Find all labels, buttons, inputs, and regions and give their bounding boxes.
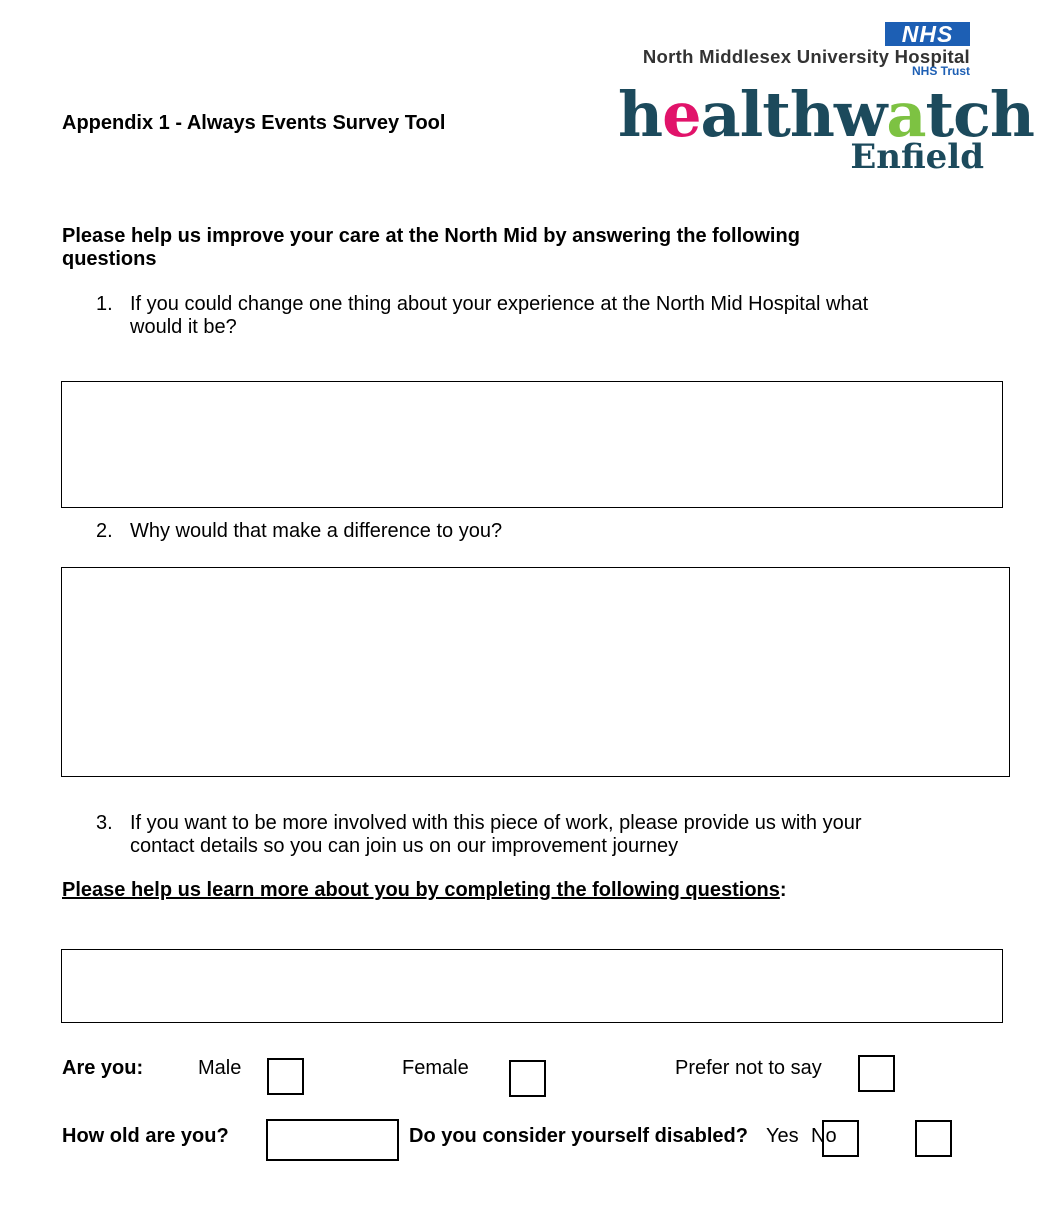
question-1-line-1: If you could change one thing about your experience at the North Mid Hospital what — [130, 293, 869, 315]
male-checkbox[interactable] — [267, 1058, 304, 1095]
age-input-box[interactable] — [266, 1119, 399, 1161]
contact-details-box[interactable] — [61, 949, 1003, 1023]
nhs-logo: NHS — [885, 22, 970, 46]
question-1-line-2: would it be? — [130, 316, 237, 338]
disabled-no-checkbox[interactable] — [915, 1120, 952, 1157]
question-1-number: 1. — [96, 293, 113, 315]
gender-label: Are you: — [62, 1057, 144, 1079]
healthwatch-logo-h: h — [618, 78, 663, 151]
intro-line-1: Please help us improve your care at the North Mid by answering the following — [62, 225, 800, 247]
question-3-line-1: If you want to be more involved with this piece of work, please provide us with your — [130, 812, 862, 834]
healthwatch-logo-e: e — [662, 78, 701, 151]
question-2-line-1: Why would that make a difference to you? — [130, 520, 503, 542]
intro-line-2: questions — [62, 248, 157, 270]
answer-2-box[interactable] — [61, 567, 1010, 777]
healthwatch-logo-a: a — [886, 78, 926, 151]
about-heading — [62, 879, 787, 902]
gender-option-female: Female — [402, 1057, 469, 1079]
about-heading-text: Please help us learn more about you by completing the following questions — [62, 879, 780, 901]
age-label: How old are you? — [62, 1125, 229, 1147]
question-3-number: 3. — [96, 812, 113, 834]
about-heading-colon: : — [779, 879, 787, 901]
prefer-not-to-say-checkbox[interactable] — [858, 1055, 895, 1092]
disabled-label: Do you consider yourself disabled? — [409, 1125, 748, 1147]
healthwatch-enfield-label: Enfield — [850, 137, 984, 177]
gender-option-male: Male — [198, 1057, 242, 1079]
page-title: Appendix 1 - Always Events Survey Tool — [62, 112, 446, 134]
healthwatch-logo-mid: althw — [700, 78, 887, 151]
female-checkbox[interactable] — [509, 1060, 546, 1097]
disabled-yes-label: Yes — [766, 1125, 799, 1147]
healthwatch-logo-end: tch — [925, 78, 1035, 151]
question-2-number: 2. — [96, 520, 113, 542]
gender-option-prefer-not: Prefer not to say — [675, 1057, 822, 1079]
answer-1-box[interactable] — [61, 381, 1003, 508]
question-3-line-2: contact details so you can join us on our improvement journey — [130, 835, 679, 857]
nhs-org-name: North Middlesex University Hospital — [642, 46, 970, 67]
disabled-no-label: No — [811, 1125, 837, 1147]
nhs-trust-label: NHS Trust — [911, 64, 970, 78]
